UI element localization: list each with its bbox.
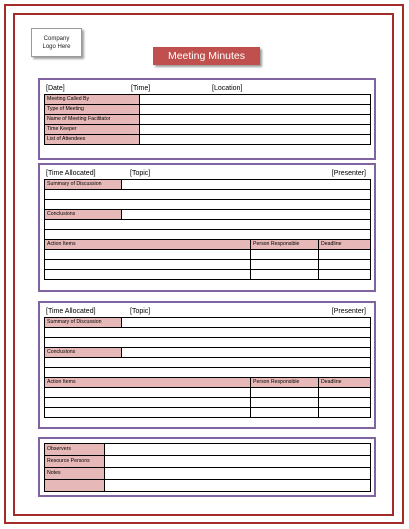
conclusions-label: Conclusions xyxy=(45,348,122,358)
person-responsible-header: Person Responsible xyxy=(251,240,319,250)
document-title: Meeting Minutes xyxy=(153,47,260,65)
field-label: Observers xyxy=(45,444,105,456)
action-item-cell[interactable] xyxy=(45,260,251,270)
table-row xyxy=(45,388,371,398)
field-label: Meeting Called By xyxy=(45,95,140,105)
table-row xyxy=(45,95,371,105)
action-item-cell[interactable] xyxy=(45,270,251,280)
conclusions-line[interactable] xyxy=(45,368,371,378)
table-row xyxy=(45,115,371,125)
table-row xyxy=(45,230,371,240)
field-value[interactable] xyxy=(140,135,371,145)
table-row xyxy=(45,468,371,480)
table-row xyxy=(45,378,371,388)
conclusions-label: Conclusions xyxy=(45,210,122,220)
person-cell[interactable] xyxy=(251,270,319,280)
field-value[interactable] xyxy=(105,444,371,456)
table-row xyxy=(45,190,371,200)
field-value[interactable] xyxy=(140,115,371,125)
meeting-details-table xyxy=(44,94,371,145)
summary-value[interactable] xyxy=(122,318,371,328)
deadline-cell[interactable] xyxy=(319,250,371,260)
table-row xyxy=(45,338,371,348)
topic-field[interactable]: [Topic] xyxy=(130,308,151,315)
action-items-header: Action Items xyxy=(45,378,251,388)
table-row xyxy=(45,358,371,368)
field-value[interactable] xyxy=(140,125,371,135)
deadline-cell[interactable] xyxy=(319,408,371,418)
conclusions-line[interactable] xyxy=(45,358,371,368)
deadline-cell[interactable] xyxy=(319,270,371,280)
table-row xyxy=(45,210,371,220)
presenter-field[interactable]: [Presenter] xyxy=(331,308,366,315)
presenter-field[interactable]: [Presenter] xyxy=(331,170,366,177)
deadline-cell[interactable] xyxy=(319,260,371,270)
table-row xyxy=(45,368,371,378)
person-cell[interactable] xyxy=(251,260,319,270)
time-field[interactable]: [Time] xyxy=(131,85,151,92)
person-cell[interactable] xyxy=(251,398,319,408)
field-value[interactable] xyxy=(140,95,371,105)
time-allocated-field[interactable]: [Time Allocated] xyxy=(46,170,96,177)
person-cell[interactable] xyxy=(251,250,319,260)
person-cell[interactable] xyxy=(251,408,319,418)
table-row xyxy=(45,220,371,230)
summary-line[interactable] xyxy=(45,200,371,210)
field-label: Time Keeper xyxy=(45,125,140,135)
topic-section-1 xyxy=(38,163,376,292)
logo-line-1: Company xyxy=(43,35,70,42)
table-row xyxy=(45,318,371,328)
summary-label: Summary of Discussion xyxy=(45,318,122,328)
action-item-cell[interactable] xyxy=(45,250,251,260)
topic-section-2 xyxy=(38,301,376,429)
table-row xyxy=(45,456,371,468)
table-row xyxy=(45,270,371,280)
deadline-header: Deadline xyxy=(319,240,371,250)
field-label: Type of Meeting xyxy=(45,105,140,115)
action-item-cell[interactable] xyxy=(45,408,251,418)
discussion-table xyxy=(44,179,371,280)
summary-label: Summary of Discussion xyxy=(45,180,122,190)
field-label: Resource Persons xyxy=(45,456,105,468)
deadline-header: Deadline xyxy=(319,378,371,388)
field-label xyxy=(45,480,105,492)
field-label: List of Attendees xyxy=(45,135,140,145)
table-row xyxy=(45,240,371,250)
table-row xyxy=(45,398,371,408)
conclusions-value[interactable] xyxy=(122,348,371,358)
field-value[interactable] xyxy=(105,468,371,480)
topic-field[interactable]: [Topic] xyxy=(130,170,151,177)
table-row xyxy=(45,125,371,135)
topic-header-row xyxy=(44,169,370,179)
action-items-header: Action Items xyxy=(45,240,251,250)
deadline-cell[interactable] xyxy=(319,388,371,398)
field-value[interactable] xyxy=(140,105,371,115)
table-row xyxy=(45,480,371,492)
field-label: Notes xyxy=(45,468,105,480)
summary-line[interactable] xyxy=(45,190,371,200)
person-cell[interactable] xyxy=(251,388,319,398)
field-label: Name of Meeting Facilitator xyxy=(45,115,140,125)
meeting-info-section xyxy=(38,78,376,160)
table-row xyxy=(45,250,371,260)
time-allocated-field[interactable]: [Time Allocated] xyxy=(46,308,96,315)
meeting-header-row xyxy=(44,84,370,94)
company-logo-placeholder xyxy=(31,28,82,57)
location-field[interactable]: [Location] xyxy=(212,85,243,92)
table-row xyxy=(45,408,371,418)
action-item-cell[interactable] xyxy=(45,398,251,408)
date-field[interactable]: [Date] xyxy=(46,85,65,92)
table-row xyxy=(45,328,371,338)
conclusions-line[interactable] xyxy=(45,230,371,240)
table-row xyxy=(45,180,371,190)
table-row xyxy=(45,348,371,358)
person-responsible-header: Person Responsible xyxy=(251,378,319,388)
summary-line[interactable] xyxy=(45,338,371,348)
table-row xyxy=(45,444,371,456)
summary-line[interactable] xyxy=(45,328,371,338)
table-row xyxy=(45,260,371,270)
summary-value[interactable] xyxy=(122,180,371,190)
table-row xyxy=(45,135,371,145)
table-row xyxy=(45,200,371,210)
logo-line-2: Logo Here xyxy=(42,43,71,50)
discussion-table xyxy=(44,317,371,418)
conclusions-line[interactable] xyxy=(45,220,371,230)
topic-header-row xyxy=(44,307,370,317)
table-row xyxy=(45,105,371,115)
field-value[interactable] xyxy=(105,456,371,468)
conclusions-value[interactable] xyxy=(122,210,371,220)
observers-section xyxy=(38,437,376,497)
deadline-cell[interactable] xyxy=(319,398,371,408)
field-value[interactable] xyxy=(105,480,371,492)
action-item-cell[interactable] xyxy=(45,388,251,398)
observers-table xyxy=(44,443,371,492)
